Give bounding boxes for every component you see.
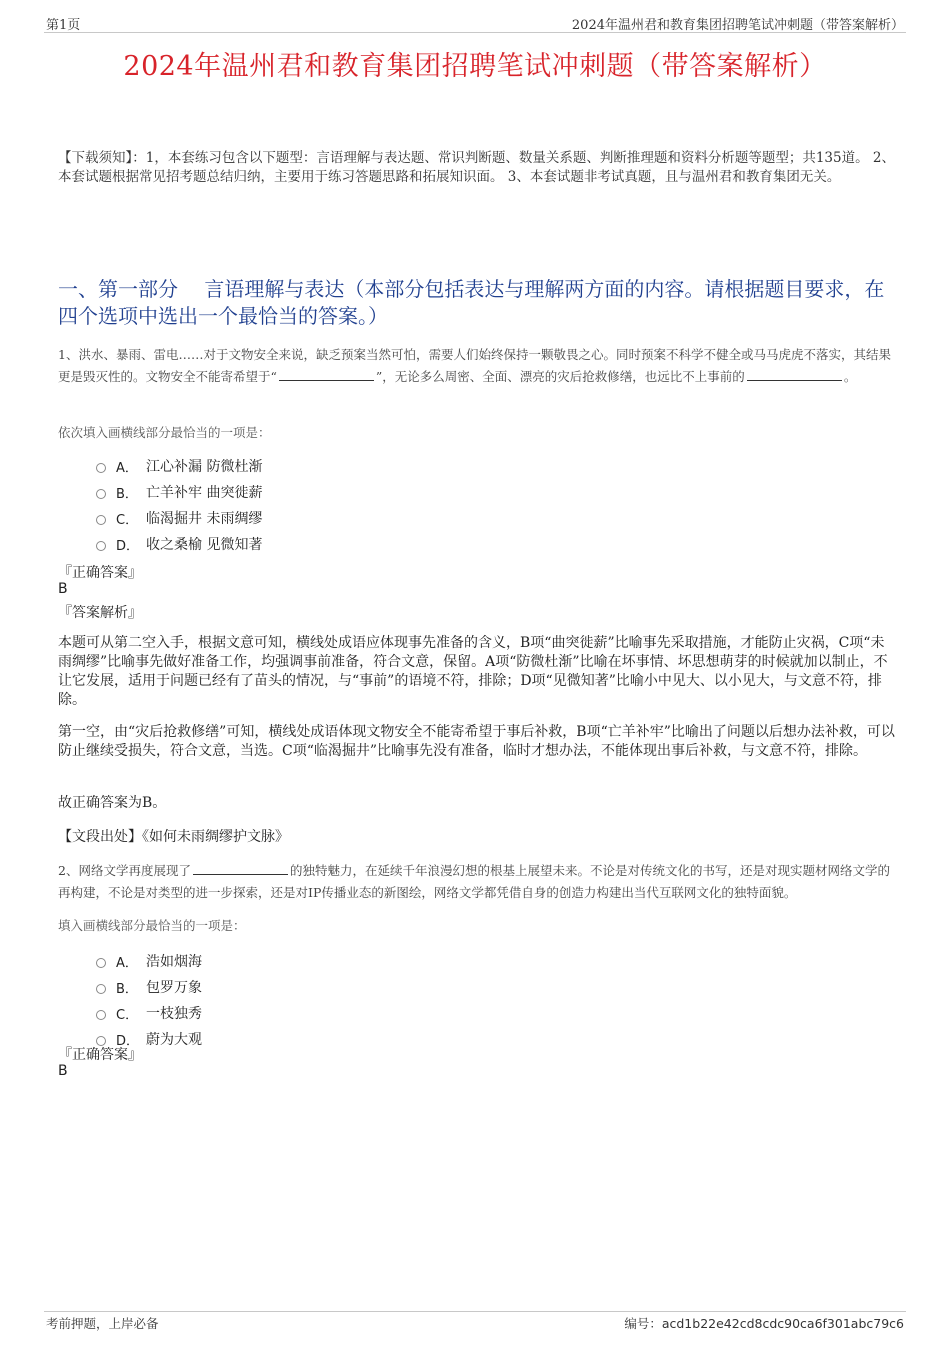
radio-icon[interactable] [96, 958, 106, 968]
question-2-answer: B [58, 1063, 68, 1079]
question-1-conclusion: 故正确答案为B。 [58, 795, 167, 811]
question-1-analysis-paragraph-2: 第一空，由“灾后抢救修缮”可知，横线处成语体现文物安全不能寄希望于事后补救，B项“亡羊补牢”比喻出了问题以后想办法补救，可以防止继续受损失，符合文意，当选。C项“临渴掘井”比喻事先没有准备，临时才想办法，不能体现出事后补救，与文意不符，排除。 [58, 724, 895, 759]
question-2-stem-part-b: 的独特魅力，在延续千年浪漫幻想的根基上展望未来。不论是对传统文化的书写，还是对现实题材网络文学的再构建，不论是对类型的进一步探索，还是对IP传播业态的新图绘，网络文学都凭借自身的创造力构建出当代互联网文化的独特面貌。 [58, 863, 890, 900]
question-1-option-d[interactable] [96, 534, 262, 554]
question-2-option-c[interactable] [96, 1003, 202, 1023]
option-text: 包罗万象 [146, 980, 202, 996]
option-text: 临渴掘井 未雨绸缪 [146, 511, 263, 527]
question-1-stem-part-a: 1、洪水、暴雨、雷电……对于文物安全来说，缺乏预案当然可怕，需要人们始终保持一颗敬畏之心。同时预案不科学不健全或马马虎虎不落实，其结果更是毁灭性的。文物安全不能寄希望于“ [58, 347, 891, 384]
option-letter: D． [116, 1033, 140, 1049]
radio-icon[interactable] [96, 515, 106, 525]
question-2-instruction: 填入画横线部分最恰当的一项是： [58, 918, 246, 933]
footer-slogan: 考前押题，上岸必备 [46, 1316, 159, 1331]
question-1-source: 【文段出处】《如何未雨绸缪护文脉》 [58, 829, 289, 845]
question-1-stem-part-b: ”，无论多么周密、全面、漂亮的灾后抢救修缮，也远比不上事前的 [375, 369, 745, 384]
option-letter: C． [116, 1007, 139, 1023]
question-2-option-a[interactable] [96, 951, 202, 971]
answer-blank-1 [279, 368, 374, 381]
question-1-stem [58, 344, 898, 388]
option-text: 收之桑榆 见微知著 [146, 537, 263, 553]
question-1-answer: B [58, 581, 68, 597]
question-1-option-b[interactable] [96, 482, 262, 502]
question-1-instruction: 依次填入画横线部分最恰当的一项是： [58, 425, 271, 440]
option-text: 浩如烟海 [146, 954, 202, 970]
question-1-option-c[interactable] [96, 508, 262, 528]
footer-code [624, 1314, 904, 1332]
radio-icon[interactable] [96, 1010, 106, 1020]
option-text: 亡羊补牢 曲突徙薪 [146, 485, 263, 501]
option-letter: B． [116, 486, 138, 502]
question-1-analysis-label: 『答案解析』 [58, 605, 142, 621]
question-1-option-a[interactable] [96, 456, 262, 476]
radio-icon[interactable] [96, 463, 106, 473]
question-2-option-b[interactable] [96, 977, 202, 997]
option-letter: A． [116, 955, 138, 971]
header-divider [44, 32, 906, 33]
page-title: 2024年温州君和教育集团招聘笔试冲刺题（带答案解析） [123, 51, 827, 82]
footer-code-value: acd1b22e42cd8cdc90ca6f301abc79c6 [661, 1316, 904, 1331]
question-1-answer-label: 『正确答案』 [58, 565, 142, 581]
download-notice: 【下载须知】：1，本套练习包含以下题型：言语理解与表达题、常识判断题、数量关系题、判断推理题和资料分析题等题型；共135道。 2、本套试题根据常见招考题总结归纳，主要用于练习答题思路和拓展知识面。 3、本套试题非考试真题，且与温州君和教育集团无关。 [58, 150, 895, 185]
header-doc-title: 2024年温州君和教育集团招聘笔试冲刺题（带答案解析） [571, 18, 904, 33]
section-heading: 一、第一部分 言语理解与表达（本部分包括表达与理解两方面的内容。请根据题目要求，在四个选项中选出一个最恰当的答案。） [58, 277, 885, 328]
option-letter: D． [116, 538, 140, 554]
answer-blank-3 [193, 862, 288, 875]
option-text: 江心补漏 防微杜渐 [146, 459, 263, 475]
radio-icon[interactable] [96, 489, 106, 499]
question-2-stem [58, 860, 898, 904]
question-2-answer-label: 『正确答案』 [58, 1047, 142, 1063]
question-1-analysis-paragraph-1: 本题可从第二空入手，根据文意可知，横线处成语应体现事先准备的含义，B项“曲突徙薪”比喻事先采取措施，才能防止灾祸，C项“未雨绸缪”比喻事先做好准备工作，均强调事前准备，符合文意，保留。A项“防微杜渐”比喻在坏事情、坏思想萌芽的时候就加以制止，不让它发展，适用于问题已经有了苗头的情况，与“事前”的语境不符，排除；D项“见微知著”比喻小中见大、以小见大，与文意不符，排除。 [58, 635, 888, 708]
footer-code-label: 编号： [624, 1316, 662, 1331]
option-letter: C． [116, 512, 139, 528]
footer-divider [44, 1311, 906, 1312]
page-number: 第1页 [46, 18, 81, 33]
option-letter: B． [116, 981, 138, 997]
answer-blank-2 [747, 368, 842, 381]
radio-icon[interactable] [96, 541, 106, 551]
option-text: 蔚为大观 [146, 1032, 202, 1048]
radio-icon[interactable] [96, 984, 106, 994]
question-2-stem-part-a: 2、网络文学再度展现了 [58, 863, 191, 878]
option-text: 一枝独秀 [146, 1006, 202, 1022]
option-letter: A． [116, 460, 138, 476]
question-1-stem-part-c: 。 [843, 369, 857, 384]
